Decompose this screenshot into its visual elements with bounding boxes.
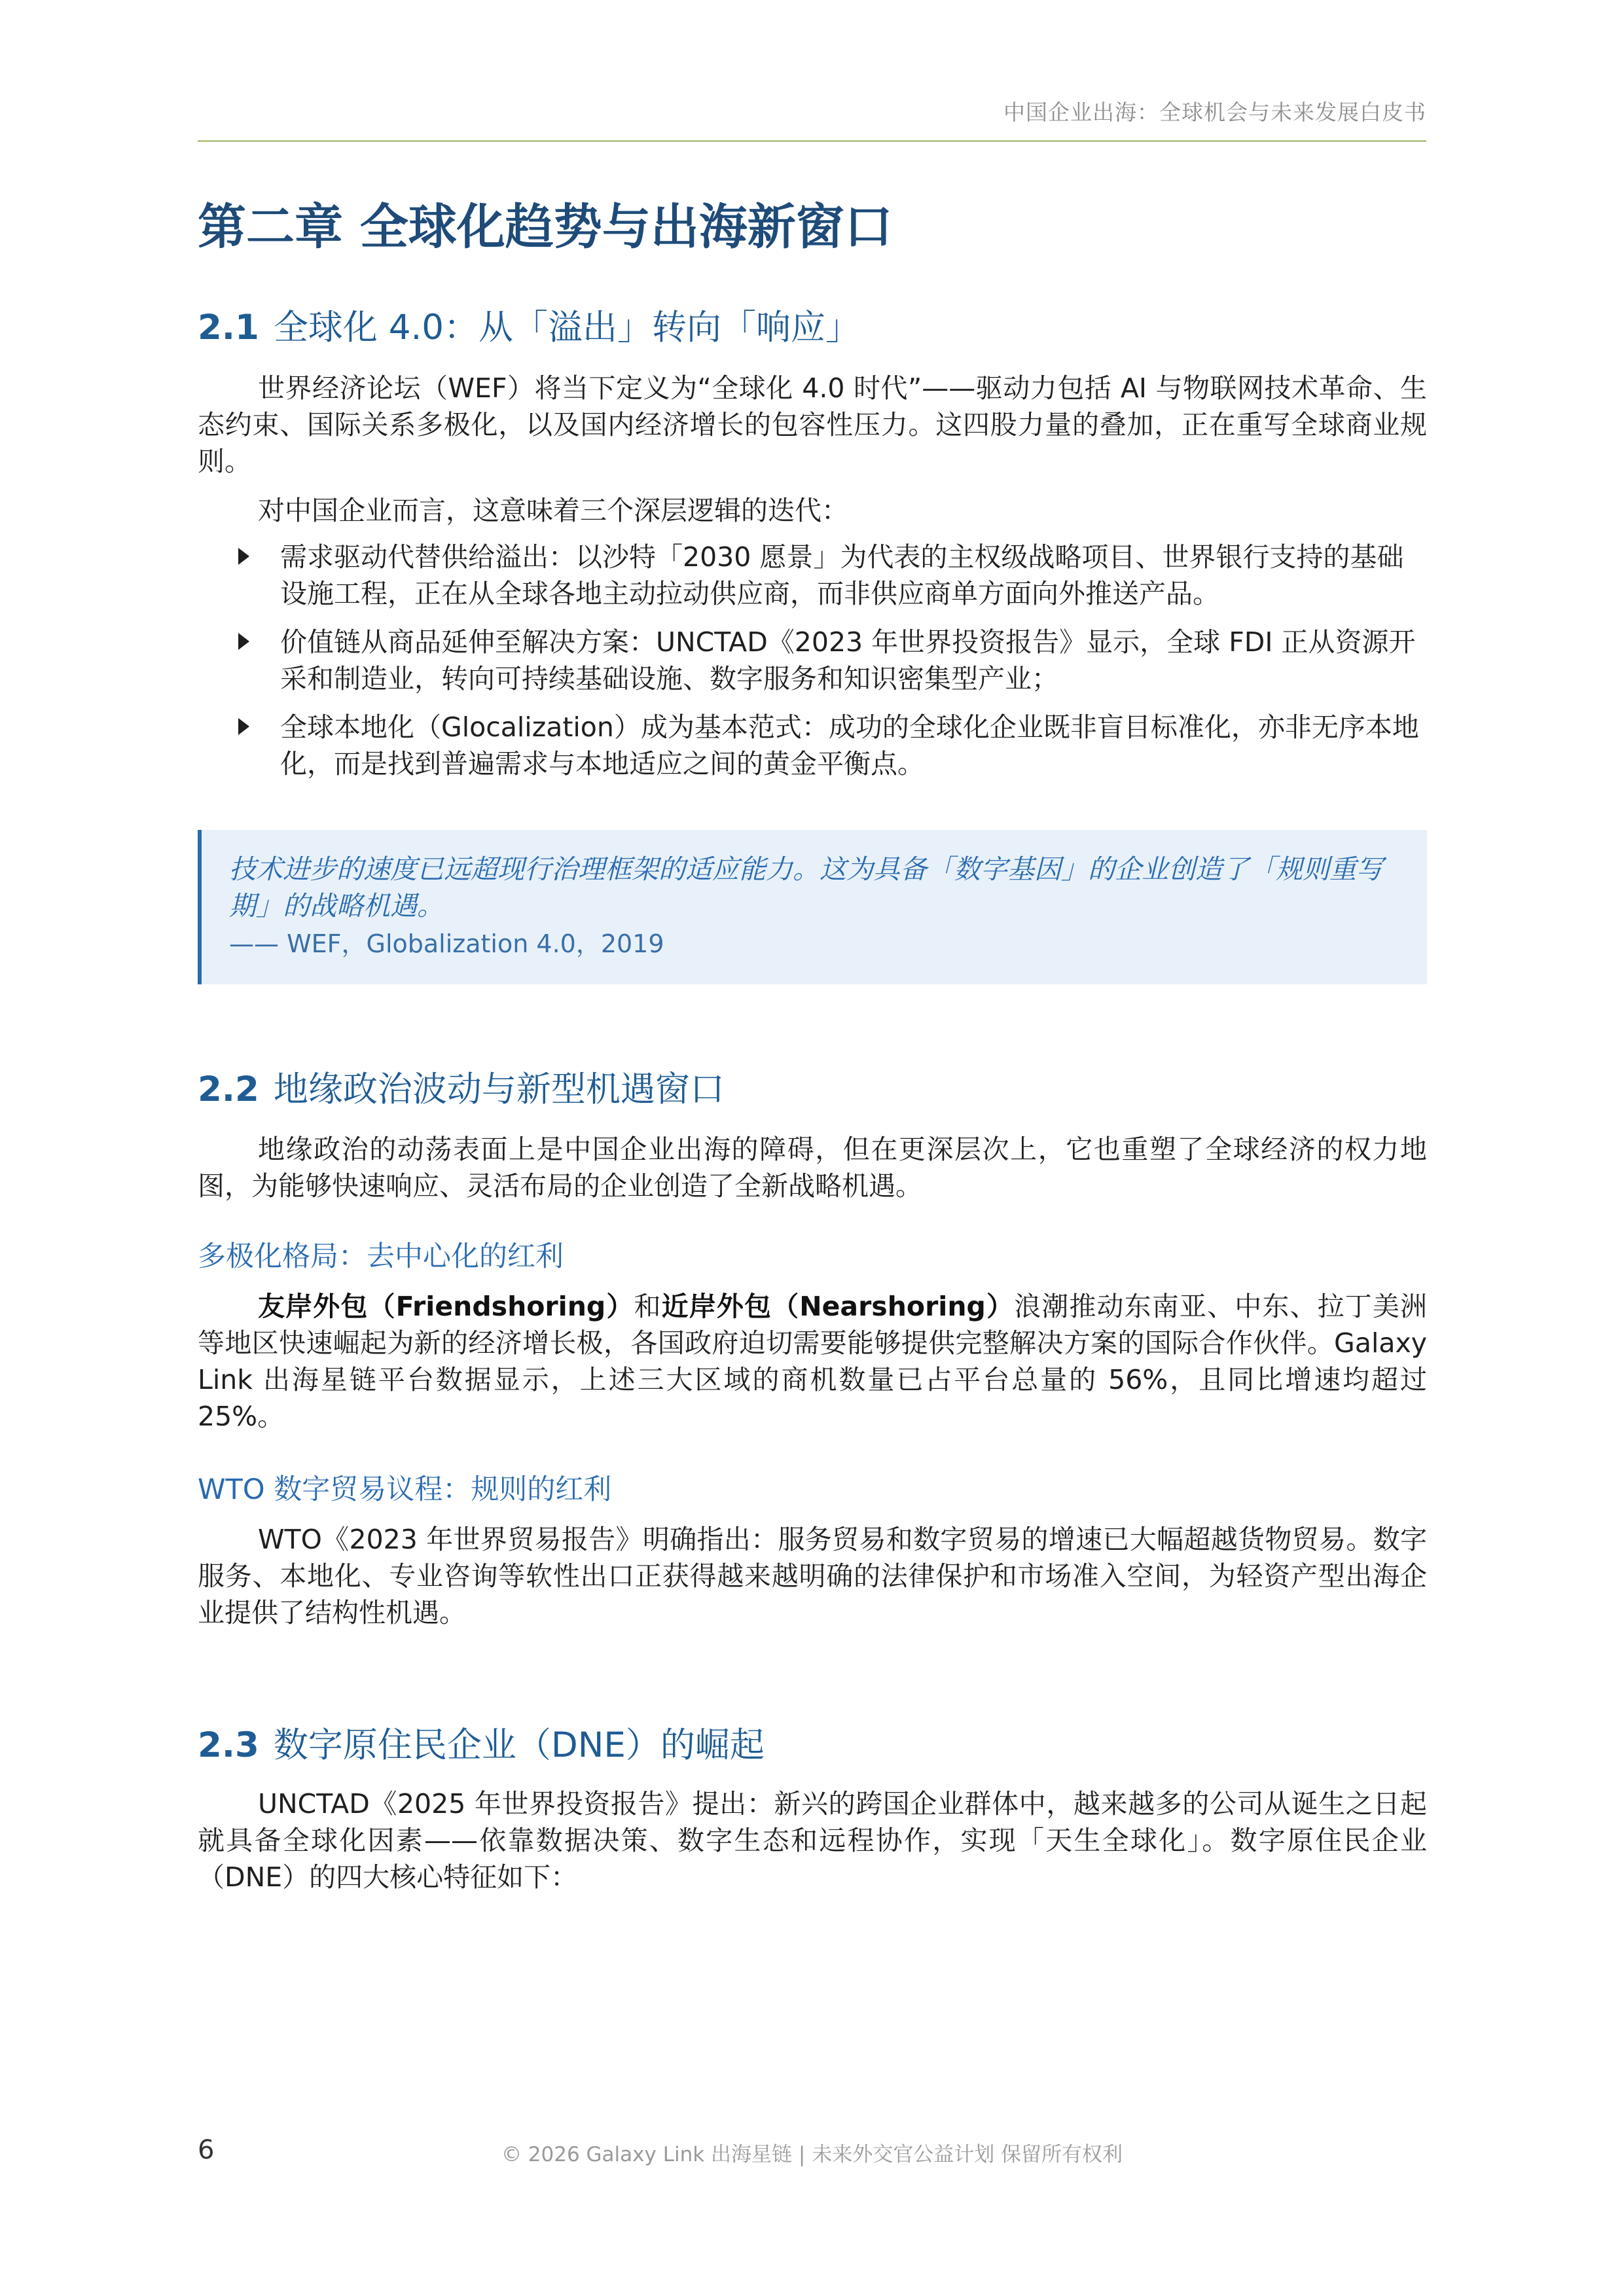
- quote-text: 技术进步的速度已远超现行治理框架的适应能力。这为具备「数字基因」的企业创造了「规则重写期」的战略机遇。: [229, 853, 1383, 922]
- paragraph-body: 浪潮推动东南亚、中东、拉丁美洲等地区快速崛起为新的经济增长极，各国政府迫切需要能够提供完整解决方案的国际合作伙伴。Galaxy Link 出海星链平台数据显示，上述三大区域的商机数量已占平台总量的 56%，且同比增速均超过 25%。: [198, 1291, 1428, 1432]
- page-number: 6: [198, 2135, 215, 2165]
- section-title: 数字原住民企业（DNE）的崛起: [273, 1725, 765, 1765]
- quote-source: —— WEF，Globalization 4.0，2019: [229, 929, 664, 958]
- bullet-triangle-icon: [238, 718, 249, 735]
- connector-text: 和: [634, 1291, 662, 1322]
- bullet-list: [198, 539, 1427, 794]
- section-heading-2-2: [198, 1062, 725, 1111]
- paragraph: 世界经济论坛（WEF）将当下定义为“全球化 4.0 时代”——驱动力包括 AI 与物联网技术革命、生态约束、国际关系多极化，以及国内经济增长的包容性压力。这四股力量的叠加，正在重写全球商业规则。: [198, 372, 1427, 477]
- section-number: 2.1: [198, 308, 259, 348]
- paragraph: WTO《2023 年世界贸易报告》明确指出：服务贸易和数字贸易的增速已大幅超越货物贸易。数字服务、本地化、专业咨询等软性出口正获得越来越明确的法律保护和市场准入空间，为轻资产型出海企业提供了结构性机遇。: [198, 1524, 1427, 1628]
- paragraph: UNCTAD《2025 年世界投资报告》提出：新兴的跨国企业群体中，越来越多的公司从诞生之日起就具备全球化因素——依靠数据决策、数字生态和远程协作，实现「天生全球化」。数字原住民企业（DNE）的四大核心特征如下：: [198, 1788, 1427, 1893]
- term-nearshoring: 近岸外包（Nearshoring）: [661, 1291, 1015, 1322]
- list-item: [198, 539, 1427, 612]
- document-title: 中国企业出海：全球机会与未来发展白皮书: [1003, 99, 1426, 125]
- paragraph: 对中国企业而言，这意味着三个深层逻辑的迭代：: [258, 495, 848, 526]
- section-title: 地缘政治波动与新型机遇窗口: [273, 1069, 725, 1109]
- paragraph: 地缘政治的动荡表面上是中国企业出海的障碍，但在更深层次上，它也重塑了全球经济的权力地图，为能够快速响应、灵活布局的企业创造了全新战略机遇。: [198, 1134, 1427, 1202]
- section-heading-2-3: [198, 1717, 765, 1767]
- section-number: 2.3: [198, 1725, 259, 1765]
- list-item: [198, 709, 1427, 782]
- subsection-heading: WTO 数字贸易议程：规则的红利: [198, 1473, 612, 1506]
- list-item-text: 全球本地化（Glocalization）成为基本范式：成功的全球化企业既非盲目标准化，亦非无序本地化，而是找到普遍需求与本地适应之间的黄金平衡点。: [280, 711, 1419, 780]
- footer-copyright: © 2026 Galaxy Link 出海星链 | 未来外交官公益计划 保留所有权利: [501, 2143, 1123, 2166]
- subsection-heading: 多极化格局：去中心化的红利: [198, 1240, 564, 1273]
- list-item-text: 需求驱动代替供给溢出：以沙特「2030 愿景」为代表的主权级战略项目、世界银行支持的基础设施工程，正在从全球各地主动拉动供应商，而非供应商单方面向外推送产品。: [280, 541, 1404, 609]
- list-item: [198, 624, 1427, 697]
- term-friendshoring: 友岸外包（Friendshoring）: [258, 1291, 634, 1322]
- bullet-triangle-icon: [238, 548, 249, 565]
- section-title: 全球化 4.0：从「溢出」转向「响应」: [273, 308, 861, 348]
- page-header: [198, 92, 1426, 142]
- section-heading-2-1: [198, 300, 860, 350]
- blockquote: [198, 830, 1427, 984]
- paragraph: [198, 1288, 1427, 1435]
- section-number: 2.2: [198, 1069, 259, 1109]
- chapter-title: 第二章 全球化趋势与出海新窗口: [198, 199, 893, 255]
- list-item-text: 价值链从商品延伸至解决方案：UNCTAD《2023 年世界投资报告》显示，全球 FDI 正从资源开采和制造业，转向可持续基础设施、数字服务和知识密集型产业；: [280, 626, 1416, 694]
- bullet-triangle-icon: [238, 633, 249, 650]
